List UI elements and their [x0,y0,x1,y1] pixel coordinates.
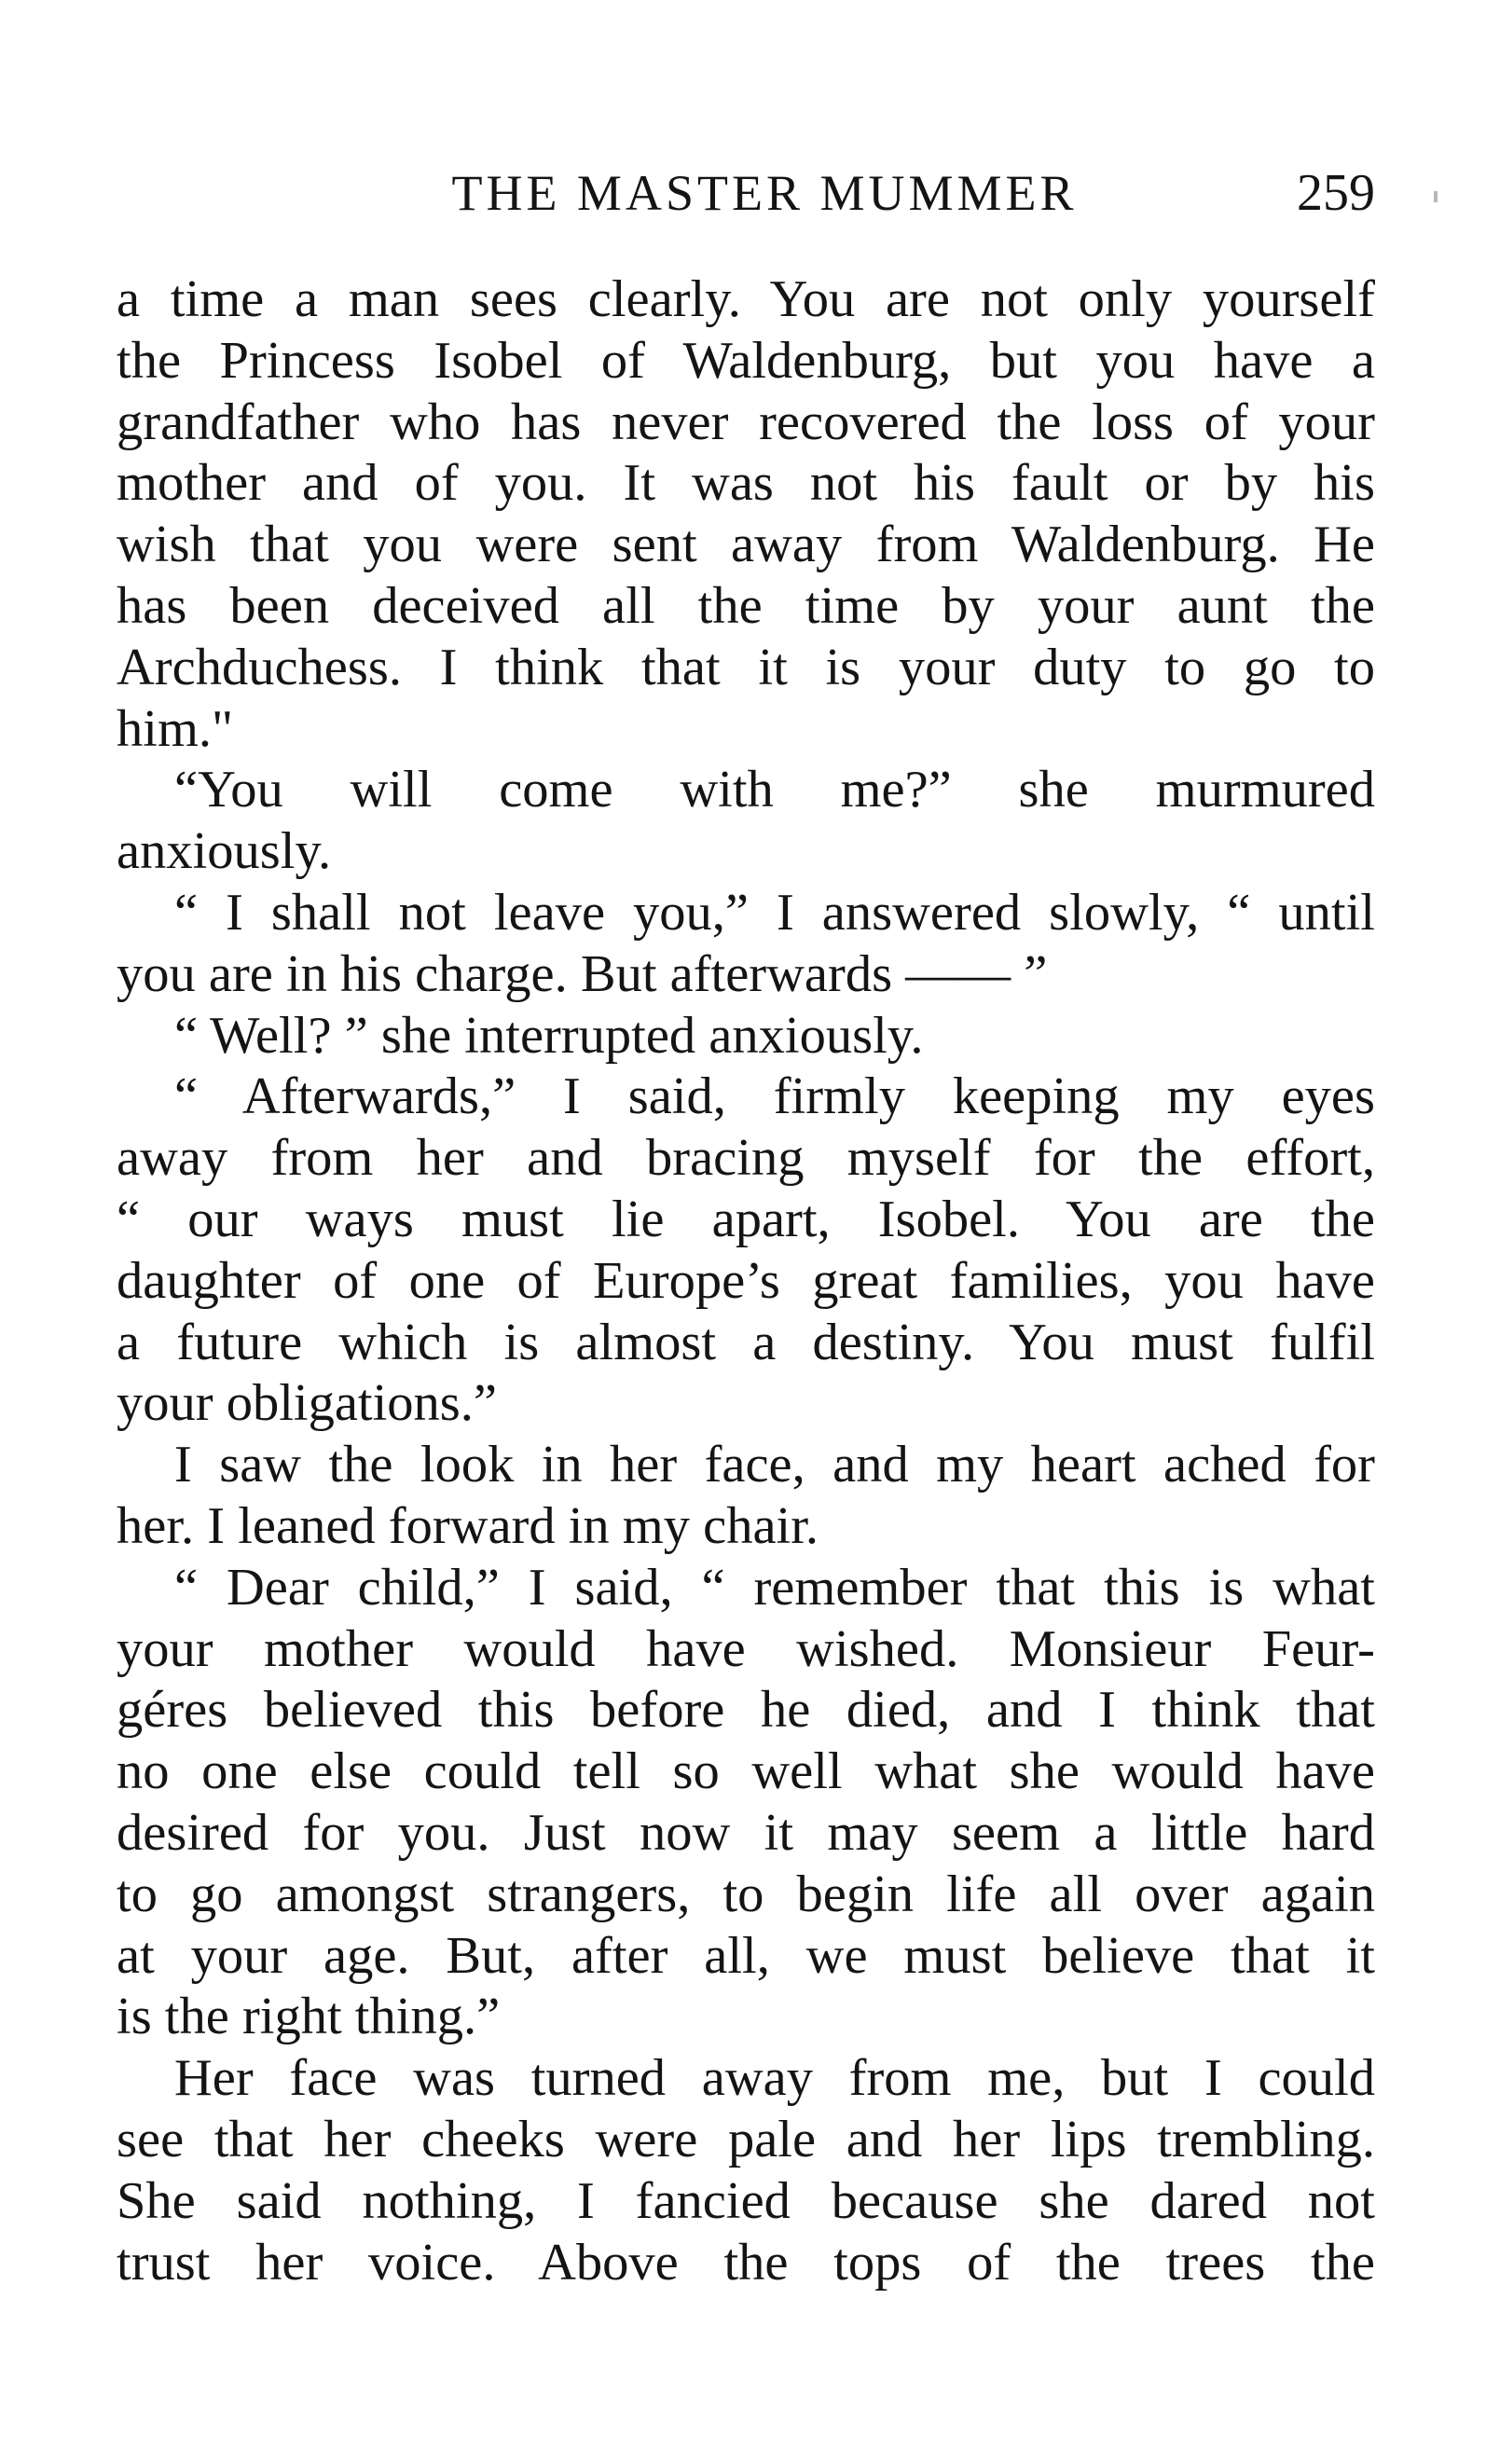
page-number: 259 [1297,164,1375,222]
text-line: Archduchess. I think that it is your duty to go to [117,638,1375,696]
text-line: a future which is almost a destiny. You must fulfil [117,1313,1375,1371]
text-line: She said nothing, I fancied because she dared not [117,2171,1375,2230]
text-line: wish that you were sent away from Waldenburg. He [117,516,1375,574]
text-line: daughter of one of Europe’s great families, you have [117,1251,1375,1310]
running-title: THE MASTER MUMMER [451,165,1078,221]
text-line: Her face was turned away from me, but I could [174,2049,1375,2108]
text-line: see that her cheeks were pale and her lips trembling. [117,2110,1375,2168]
text-line: away from her and bracing myself for the effort, [117,1129,1375,1188]
text-line: has been deceived all the time by your aunt the [117,576,1375,635]
text-line: “You will come with me?” she murmured [174,761,1375,819]
text-line: him." [117,699,234,758]
text-line: at your age. But, after all, we must believe that it [117,1926,1375,1985]
text-line: your obligations.” [117,1374,497,1433]
text-line: is the right thing.” [117,1988,501,2046]
text-line: “ I shall not leave you,” I answered slowly, “ until [174,883,1375,942]
text-line: “ Well? ” she interrupted anxiously. [174,1006,924,1065]
text-line: “ Dear child,” I said, “ remember that this is what [174,1558,1375,1617]
text-line: to go amongst strangers, to begin life all over again [117,1865,1375,1923]
body-text [117,269,1375,2293]
text-line: “ our ways must lie apart, Isobel. You are the [117,1190,1375,1248]
text-line: grandfather who has never recovered the loss of your [117,392,1375,451]
text-line: your mother would have wished. Monsieur Feur- [117,1619,1375,1678]
text-line: “ Afterwards,” I said, firmly keeping my eyes [174,1067,1375,1126]
running-header [117,160,1375,226]
text-line: I saw the look in her face, and my heart ached for [174,1436,1375,1494]
text-line: mother and of you. It was not his fault or by his [117,454,1375,513]
text-line: trust her voice. Above the tops of the trees the [117,2233,1375,2292]
text-line: anxiously. [117,822,332,881]
text-line: géres believed this before he died, and I think that [117,1681,1375,1740]
text-line: a time a man sees clearly. You are not only yourself [117,270,1375,328]
scan-speck [1434,191,1438,202]
text-line: the Princess Isobel of Waldenburg, but you have a [117,331,1375,390]
text-line: no one else could tell so well what she would have [117,1742,1375,1801]
text-line: her. I leaned forward in my chair. [117,1496,819,1555]
text-line: you are in his charge. But afterwards —— ” [117,944,1048,1003]
text-line: desired for you. Just now it may seem a little hard [117,1803,1375,1862]
